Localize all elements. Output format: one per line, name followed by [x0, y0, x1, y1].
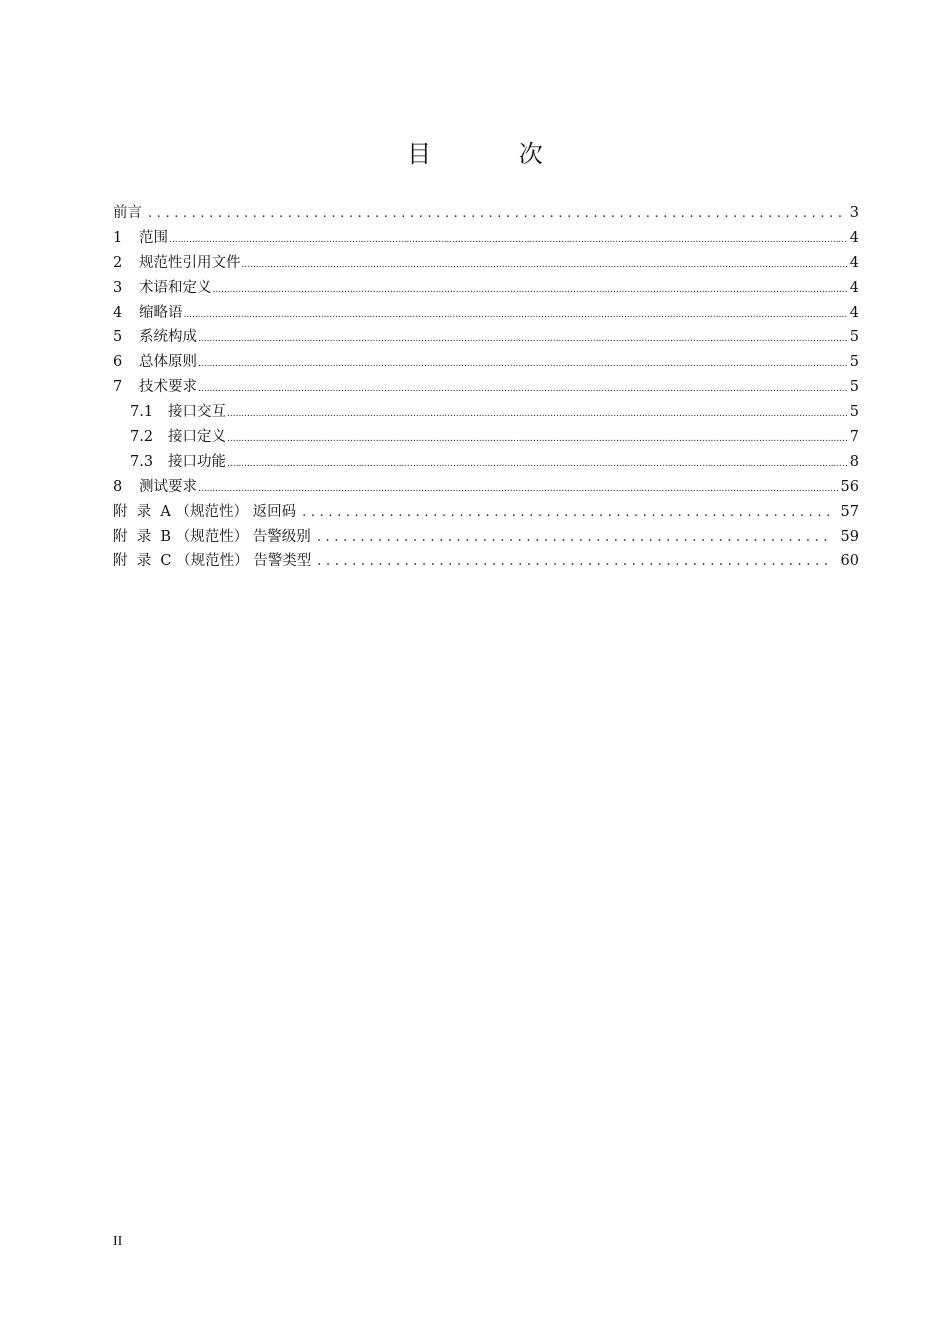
toc-entry-page: 59 — [840, 528, 859, 545]
toc-leader-dots — [198, 352, 847, 377]
toc-entry-label: 前言 — [113, 205, 142, 221]
toc-entry-page: 57 — [840, 503, 859, 520]
toc-entry-1[interactable] — [113, 226, 859, 251]
toc-entry-number: 5 — [113, 329, 123, 346]
page-title: 目 次 — [407, 140, 583, 169]
toc-leader-dots — [317, 526, 833, 551]
toc-entry-page: 4 — [849, 254, 859, 271]
toc-entry-label: 技术要求 — [139, 379, 197, 396]
toc-entry-page: 7 — [849, 429, 859, 446]
toc-entry-2[interactable] — [113, 251, 859, 276]
toc-leader-dots — [148, 202, 841, 227]
toc-entry-label: 系统构成 — [139, 329, 197, 346]
toc-entry-label: 总体原则 — [139, 354, 197, 371]
toc-entry-appendix-c[interactable] — [113, 549, 859, 574]
toc-leader-dots — [227, 452, 847, 477]
toc-entry-7-2[interactable] — [113, 425, 859, 450]
toc-entry-7-3[interactable] — [113, 450, 859, 475]
toc-entry-7-1[interactable] — [113, 400, 859, 425]
toc-leader-dots — [242, 253, 848, 278]
toc-entry-number: 1 — [113, 229, 123, 246]
toc-leader-dots — [198, 377, 847, 402]
toc-entry-label: 测试要求 — [139, 478, 197, 495]
toc-entry-label: 接口功能 — [168, 453, 226, 470]
toc-entry-page: 5 — [849, 329, 859, 346]
toc-leader-dots — [198, 477, 839, 502]
toc-entry-appendix-a[interactable] — [113, 500, 859, 525]
toc-entry-appendix-b[interactable] — [113, 525, 859, 550]
toc-entry-page: 5 — [849, 404, 859, 421]
toc-entry-7[interactable] — [113, 375, 859, 400]
toc-entry-page: 4 — [849, 279, 859, 296]
toc-leader-dots — [198, 327, 847, 352]
toc-entry-page: 3 — [849, 205, 859, 221]
toc-entry-label: 规范性引用文件 — [139, 254, 241, 271]
toc-entry-4[interactable] — [113, 301, 859, 326]
toc-entry-number: 8 — [113, 478, 123, 495]
toc-leader-dots — [317, 550, 832, 575]
toc-leader-dots — [227, 402, 847, 427]
toc-entry-label: 术语和定义 — [139, 279, 212, 296]
toc-entry-number: 3 — [113, 279, 123, 296]
table-of-contents — [113, 201, 859, 574]
toc-entry-foreword[interactable] — [113, 201, 859, 226]
toc-entry-page: 8 — [849, 453, 859, 470]
toc-entry-label: 接口定义 — [168, 429, 226, 446]
toc-entry-page: 56 — [840, 478, 859, 495]
toc-leader-dots — [169, 228, 847, 253]
toc-leader-dots — [227, 427, 847, 452]
toc-leader-dots — [302, 501, 832, 526]
toc-entry-number: 7.1 — [130, 404, 154, 421]
toc-entry-8[interactable] — [113, 475, 859, 500]
toc-entry-number: 4 — [113, 304, 123, 321]
toc-entry-number: 7 — [113, 379, 123, 396]
toc-entry-page: 4 — [849, 229, 859, 246]
toc-entry-number: 6 — [113, 354, 123, 371]
toc-entry-label: 接口交互 — [168, 404, 226, 421]
toc-entry-number: 7.2 — [130, 429, 154, 446]
toc-entry-label: 范围 — [139, 229, 168, 246]
toc-leader-dots — [184, 303, 848, 328]
toc-entry-3[interactable] — [113, 276, 859, 301]
toc-leader-dots — [213, 278, 848, 303]
toc-entry-number: 2 — [113, 254, 123, 271]
toc-entry-page: 5 — [849, 354, 859, 371]
toc-entry-5[interactable] — [113, 325, 859, 350]
toc-entry-page: 4 — [849, 304, 859, 321]
toc-entry-label: 附 录 C （规范性） 告警类型 — [113, 553, 312, 570]
toc-entry-label: 附 录 A （规范性） 返回码 — [113, 503, 297, 520]
toc-entry-6[interactable] — [113, 350, 859, 375]
toc-entry-label: 附 录 B （规范性） 告警级别 — [113, 528, 311, 545]
toc-entry-label: 缩略语 — [139, 304, 183, 321]
toc-entry-page: 5 — [849, 379, 859, 396]
toc-entry-number: 7.3 — [130, 453, 154, 470]
toc-entry-page: 60 — [840, 553, 859, 570]
page-number: II — [113, 1234, 123, 1249]
